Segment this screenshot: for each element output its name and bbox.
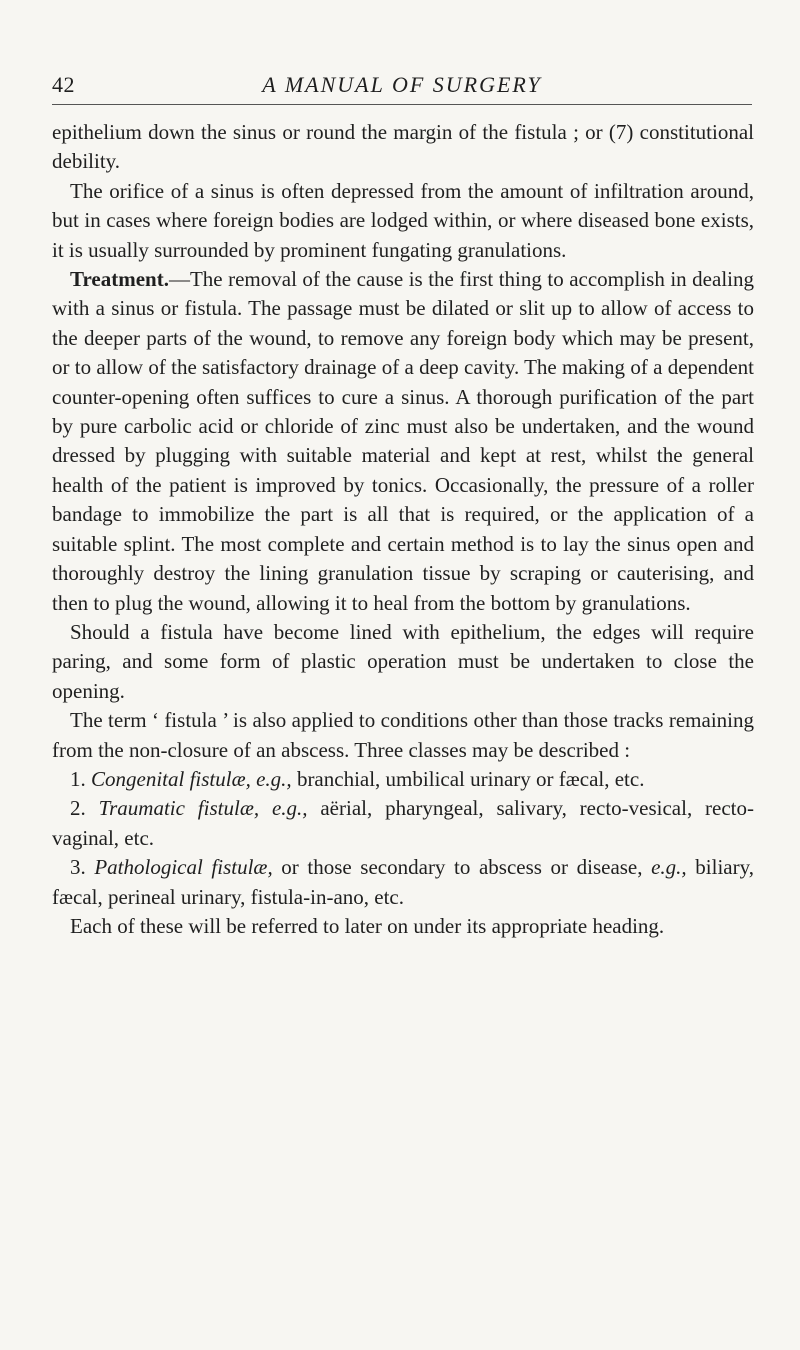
list-eg: e.g., — [651, 855, 687, 880]
paragraph-closing: Each of these will be referred to later on under its appropriate heading. — [70, 913, 665, 938]
paragraph-epithelium: Should a fistula have become lined with epithelium, the edges will require paring, and some form of plastic operation must be undertaken to close the opening. — [52, 619, 754, 703]
list-text: aërial, pharyngeal, salivary, recto-vesical, recto-vaginal, etc. — [52, 796, 755, 850]
list-text-continued: biliary, fæcal, perineal urinary, fistula-in-ano, etc. — [52, 855, 754, 909]
list-term: Traumatic fistulæ, — [98, 796, 260, 821]
running-title: A MANUAL OF SURGERY — [262, 72, 542, 97]
list-eg: e.g., — [256, 766, 292, 791]
list-number: 2. — [70, 796, 86, 821]
list-term: Pathological fistulæ, — [94, 855, 273, 880]
treatment-text: —The removal of the cause is the first thing to accomplish in dealing with a sinus or fistula. The passage must be dilated or slit up to allow of access to the deeper parts of the wound, to remove any foreign body which may be present, or to allow of the satisfactory drainage of a deep cavity. The making of a dependent counter-opening often suffices to cure a sinus. A thorough purification of the part by pure carbolic acid or chloride of zinc must also be undertaken, and the wound dressed by plugging with suitable material and kept at rest, whilst the general health of the patient is improved by tonics. Occasionally, the pressure of a roller bandage to immobilize the part is all that is required, or the application of a suitable splint. The most complete and certain method is to lay the sinus open and thoroughly destroy the lining granulation tissue by scraping or cauterising, and then to plug the wound, allowing it to heal from the bottom by granulations. — [52, 267, 754, 615]
body-text — [52, 118, 754, 941]
list-number: 1. — [70, 766, 86, 791]
list-item-congenital — [52, 765, 754, 794]
list-eg: e.g., — [271, 796, 308, 821]
list-text: or those secondary to abscess or disease, — [272, 855, 652, 880]
treatment-heading: Treatment. — [70, 267, 169, 292]
running-head — [52, 68, 752, 105]
paragraph-fistula-term: The term ‘ fistula ’ is also applied to conditions other than those tracks remaining from the non-closure of an abscess. Three classes may be described : — [52, 708, 754, 762]
paragraph-orifice: The orifice of a sinus is often depressed from the amount of infiltration around, but in cases where foreign bodies are lodged within, or where diseased bone exists, it is usually surrounded by prominent fungating granulations. — [52, 178, 754, 262]
list-text: branchial, umbilical urinary or fæcal, etc. — [291, 766, 645, 791]
list-item-pathological — [52, 853, 754, 912]
paragraph-continuation: epithelium down the sinus or round the margin of the fistula ; or (7) constitutional debility. — [52, 120, 754, 174]
list-term: Congenital fistulæ, — [91, 766, 251, 791]
page-number: 42 — [52, 72, 75, 97]
list-item-traumatic — [52, 794, 754, 853]
list-number: 3. — [70, 855, 86, 880]
paragraph-treatment — [52, 265, 754, 618]
